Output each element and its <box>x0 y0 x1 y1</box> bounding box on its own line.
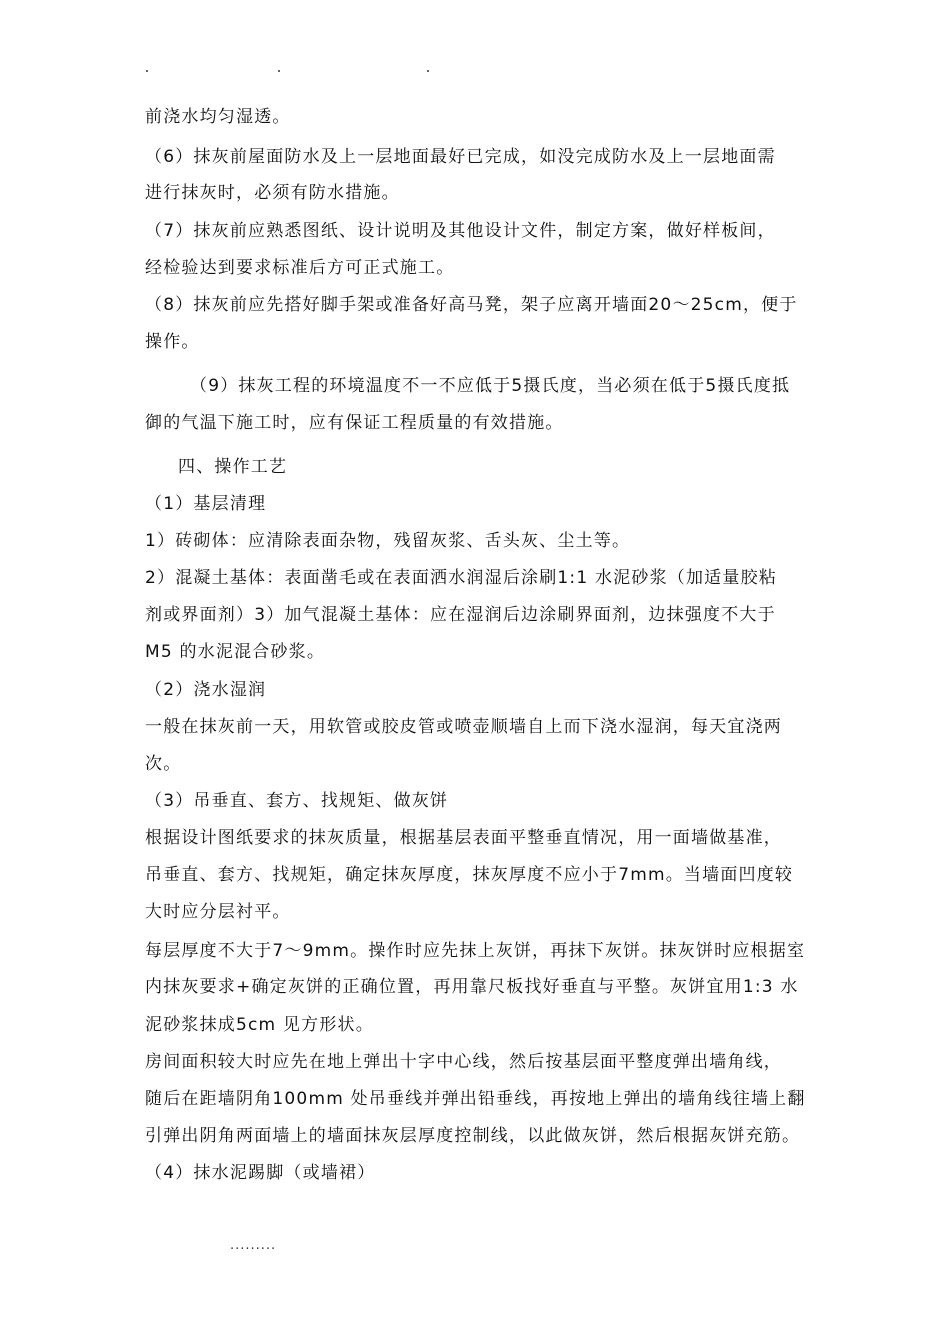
subheading: （1）基层清理 <box>145 494 267 514</box>
text-line: 1）砖砌体：应清除表面杂物，残留灰浆、舌头灰、尘土等。 <box>145 531 631 551</box>
text-line: （7）抹灰前应熟悉图纸、设计说明及其他设计文件，制定方案，做好样板间， <box>145 221 776 241</box>
text-line: 房间面积较大时应先在地上弹出十字中心线，然后按基层面平整度弹出墙角线， <box>145 1052 782 1072</box>
text-line: 泥砂浆抹成5cm 见方形状。 <box>145 1015 374 1035</box>
text-line: （6）抹灰前屋面防水及上一层地面最好已完成，如没完成防水及上一层地面需 <box>145 147 776 167</box>
text-line: 经检验达到要求标准后方可正式施工。 <box>145 258 455 278</box>
text-line: 次。 <box>145 754 182 774</box>
text-line: 前浇水均匀湿透。 <box>145 107 291 127</box>
text-line: 吊垂直、套方、找规矩，确定抹灰厚度，抹灰厚度不应小于7mm。当墙面凹度较 <box>145 865 794 885</box>
text-line: 2）混凝土基体：表面凿毛或在表面洒水润湿后涂刷1:1 水泥砂浆（加适量胶粘 <box>145 568 777 588</box>
subheading: （3）吊垂直、套方、找规矩、做灰饼 <box>145 791 449 811</box>
text-line: 根据设计图纸要求的抹灰质量，根据基层表面平整垂直情况，用一面墙做基准， <box>145 828 782 848</box>
text-line: 内抹灰要求+确定灰饼的正确位置，再用靠尺板找好垂直与平整。灰饼宜用1:3 水 <box>145 977 799 997</box>
text-line: 进行抹灰时，必须有防水措施。 <box>145 183 400 203</box>
text-line: 引弹出阴角两面墙上的墙面抹灰层厚度控制线，以此做灰饼，然后根据灰饼充筋。 <box>145 1126 801 1146</box>
text-line: （8）抹灰前应先搭好脚手架或准备好高马凳，架子应离开墙面20～25cm，便于 <box>145 295 798 315</box>
text-line: （9）抹灰工程的环境温度不一不应低于5摄氏度，当必须在低于5摄氏度抵 <box>190 376 791 396</box>
text-line: 操作。 <box>145 332 200 352</box>
header-dot <box>146 70 148 72</box>
subheading: （2）浇水湿润 <box>145 680 267 700</box>
text-line: 随后在距墙阴角100mm 处吊垂线并弹出铅垂线，再按地上弹出的墙角线往墙上翻 <box>145 1089 806 1109</box>
header-dot <box>278 70 280 72</box>
text-line: 一般在抹灰前一天，用软管或胶皮管或喷壶顺墙自上而下浇水湿润，每天宜浇两 <box>145 717 782 737</box>
text-line: 剂或界面剂）3）加气混凝土基体：应在湿润后边涂刷界面剂，边抹强度不大于 <box>145 605 776 625</box>
text-line: 每层厚度不大于7～9mm。操作时应先抹上灰饼，再抹下灰饼。抹灰饼时应根据室 <box>145 941 806 961</box>
text-line: 大时应分层衬平。 <box>145 902 291 922</box>
page-footer: ......... <box>230 1238 277 1253</box>
text-line: 御的气温下施工时，应有保证工程质量的有效措施。 <box>145 413 564 433</box>
text-line: M5 的水泥混合砂浆。 <box>145 642 326 662</box>
section-heading: 四、操作工艺 <box>178 457 288 477</box>
header-dot <box>427 70 429 72</box>
subheading: （4）抹水泥踢脚（或墙裙） <box>145 1163 376 1183</box>
